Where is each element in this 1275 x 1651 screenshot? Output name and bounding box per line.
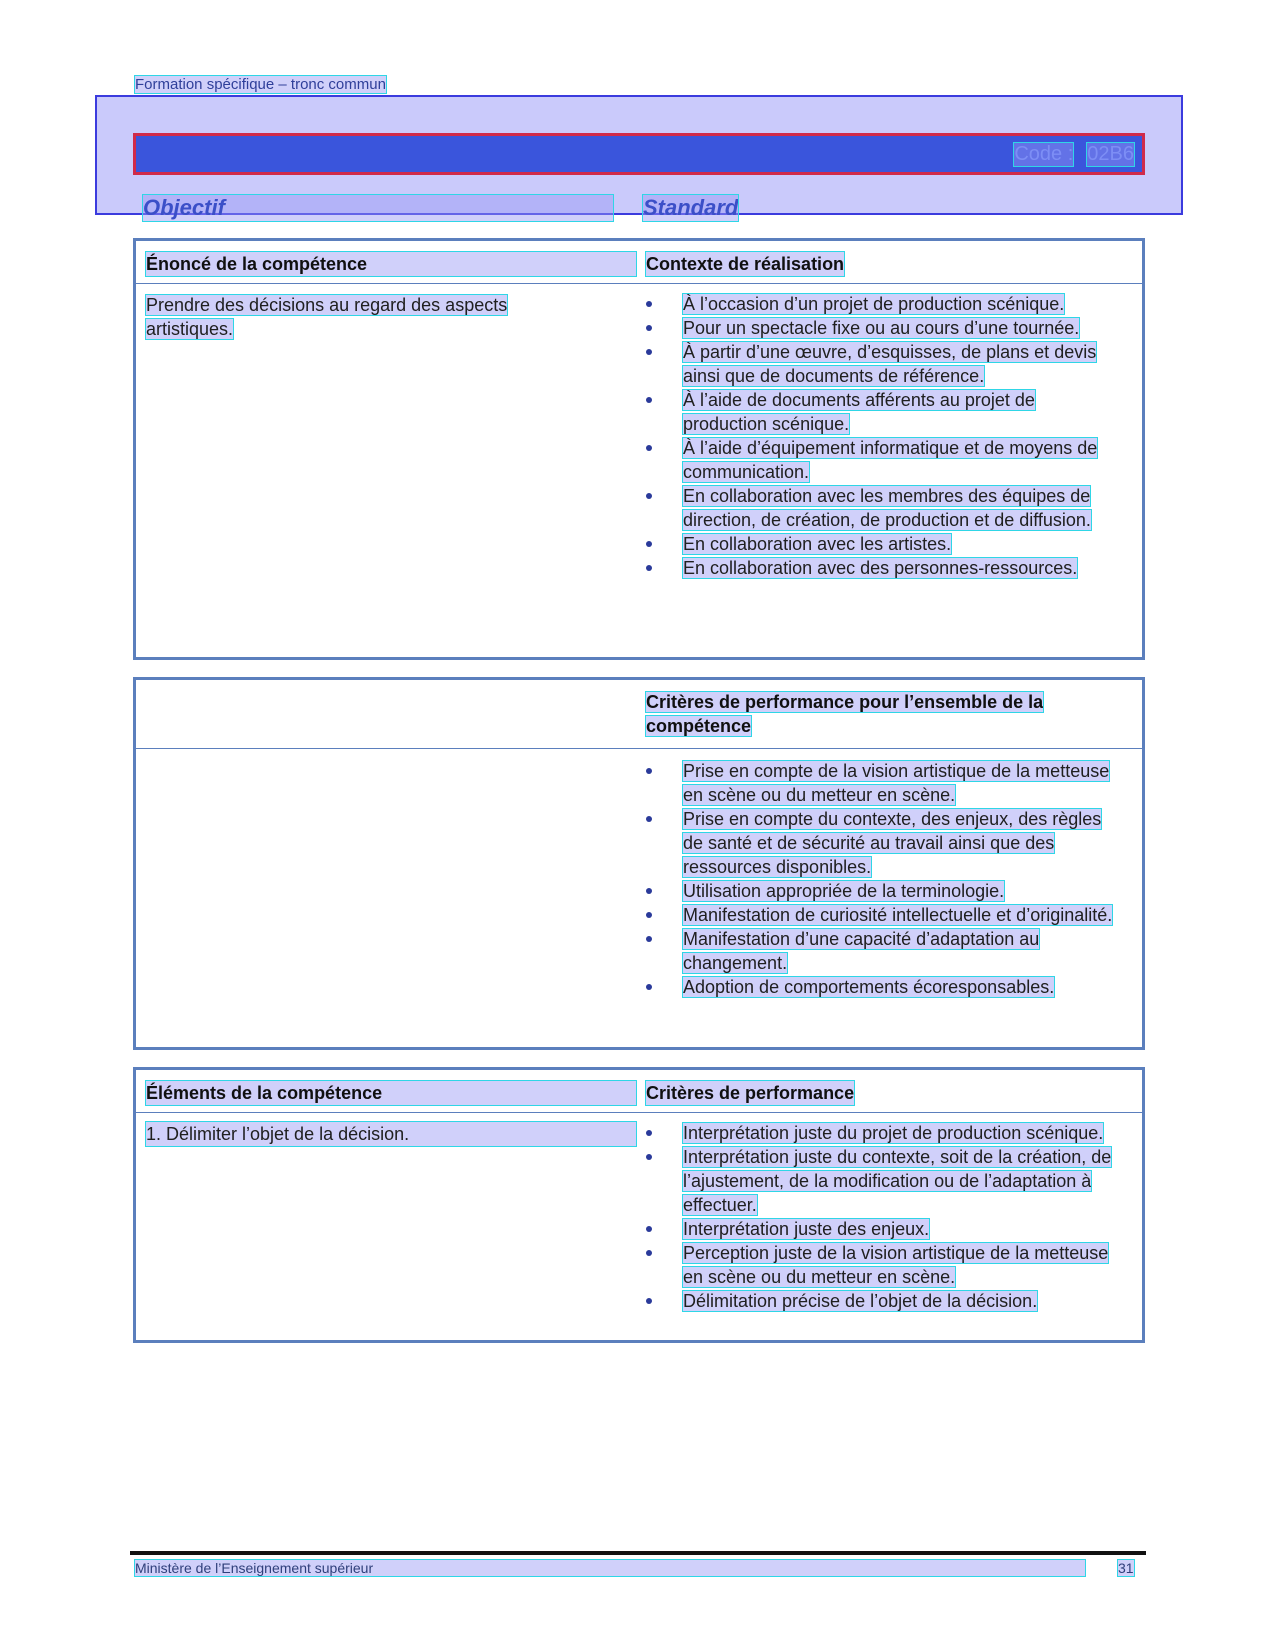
global-criteria-header: [136, 680, 1142, 749]
list-item: En collaboration avec les artistes.: [646, 532, 1123, 556]
performance-list: [646, 1121, 1123, 1313]
statement-header: Énoncé de la compétence: [146, 252, 636, 276]
competence-box: [133, 238, 1145, 660]
list-item: À l’aide d’équipement informatique et de moyens de communication.: [646, 436, 1123, 484]
element-item: 1. Délimiter l’objet de la décision.: [146, 1122, 636, 1146]
competence-box-header: [136, 241, 1142, 284]
page-number: 31: [1118, 1560, 1134, 1576]
global-criteria-list: [646, 759, 1123, 999]
list-item: Adoption de comportements écoresponsables.: [646, 975, 1123, 999]
global-criteria-box: [133, 677, 1145, 1050]
elements-box: [133, 1067, 1145, 1343]
competence-statement: Prendre des décisions au regard des aspects artistiques.: [146, 295, 508, 339]
list-item: Interprétation juste du contexte, soit de la création, de l’ajustement, de la modification ou de l’adaptation à effectuer.: [646, 1145, 1123, 1217]
context-header: Contexte de réalisation: [646, 254, 845, 274]
list-item: En collaboration avec les membres des équipes de direction, de création, de production et de diffusion.: [646, 484, 1123, 532]
code-value: 02B6: [1087, 142, 1134, 165]
list-item: Délimitation précise de l’objet de la décision.: [646, 1289, 1123, 1313]
performance-header: Critères de performance: [646, 1083, 855, 1103]
footer-divider: [130, 1551, 1146, 1555]
list-item: Utilisation appropriée de la terminologie.: [646, 879, 1123, 903]
elements-header: Éléments de la compétence: [146, 1081, 636, 1105]
list-item: Interprétation juste du projet de production scénique.: [646, 1121, 1123, 1145]
objectif-label: Objectif: [143, 195, 613, 221]
standard-label: Standard: [643, 195, 739, 220]
code-bar: [133, 133, 1145, 175]
elements-box-header: [136, 1070, 1142, 1113]
footer-ministry: Ministère de l’Enseignement supérieur: [135, 1560, 1085, 1576]
list-item: Prise en compte du contexte, des enjeux, des règles de santé et de sécurité au travail ainsi que des ressources disponibles.: [646, 807, 1123, 879]
list-item: En collaboration avec des personnes-ressources.: [646, 556, 1123, 580]
list-item: Pour un spectacle fixe ou au cours d’une tournée.: [646, 316, 1123, 340]
global-criteria-title: Critères de performance pour l’ensemble de la compétence: [646, 692, 1044, 736]
list-item: À partir d’une œuvre, d’esquisses, de plans et devis ainsi que de documents de référence.: [646, 340, 1123, 388]
running-header: Formation spécifique – tronc commun: [135, 76, 386, 93]
list-item: À l’aide de documents afférents au projet de production scénique.: [646, 388, 1123, 436]
list-item: Manifestation de curiosité intellectuelle et d’originalité.: [646, 903, 1123, 927]
list-item: Interprétation juste des enjeux.: [646, 1217, 1123, 1241]
list-item: Manifestation d’une capacité d’adaptation au changement.: [646, 927, 1123, 975]
context-list: [646, 292, 1123, 580]
code-label: Code :: [1014, 142, 1074, 165]
list-item: Perception juste de la vision artistique de la metteuse en scène ou du metteur en scène.: [646, 1241, 1123, 1289]
list-item: À l’occasion d’un projet de production scénique.: [646, 292, 1123, 316]
list-item: Prise en compte de la vision artistique de la metteuse en scène ou du metteur en scène.: [646, 759, 1123, 807]
